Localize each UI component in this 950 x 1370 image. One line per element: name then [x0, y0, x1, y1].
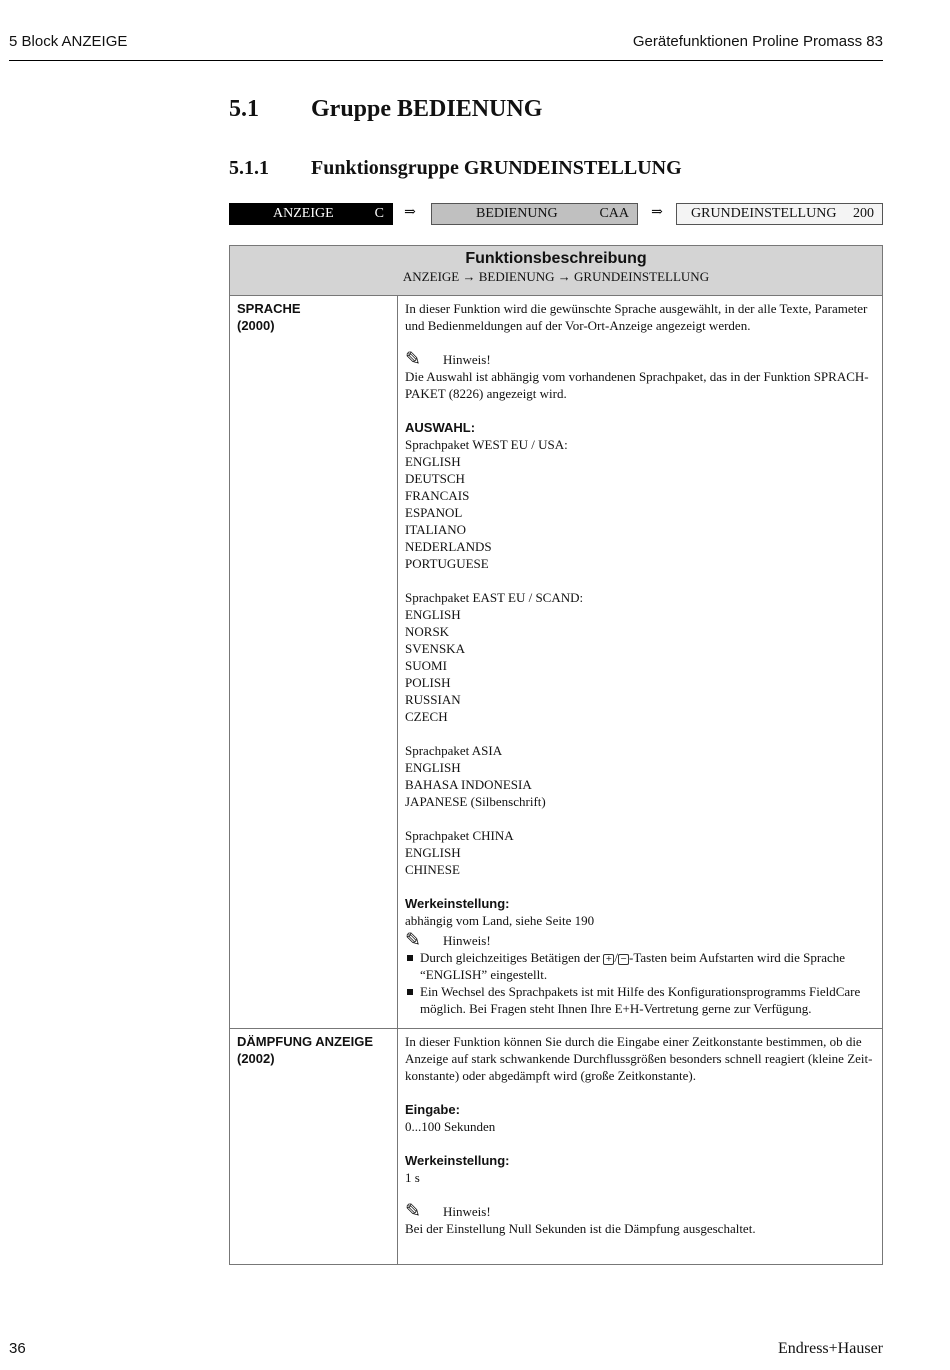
package-title: Sprachpaket ASIA	[405, 743, 503, 758]
list-item: SVENSKA	[405, 641, 465, 656]
default-value: 1 s	[405, 1170, 420, 1185]
row-divider	[230, 1028, 882, 1029]
section-heading	[229, 96, 542, 123]
bullet-text-start: Durch gleichzeitiges Betätigen der	[420, 950, 601, 965]
function-table	[229, 245, 883, 1265]
minus-key-icon: −	[618, 954, 629, 965]
list-item: Ein Wechsel des Sprachpakets ist mit Hilfe des Konfigurationsprogramms FieldCare möglich. Bei Fragen steht Ihnen Ihre E+H-Vertretung gerne zur Verfügung.	[405, 983, 880, 1017]
section-number: 5.1	[229, 96, 259, 122]
nav-label: BEDIENUNG	[476, 206, 558, 221]
default-label: Werkeinstellung:	[405, 896, 510, 911]
list-item: ESPANOL	[405, 505, 463, 520]
subsection-heading	[229, 157, 682, 180]
table-title: Funktionsbeschreibung	[465, 250, 647, 267]
page-header	[9, 30, 883, 61]
nav-box-anzeige	[229, 203, 393, 225]
list-item: ENGLISH	[405, 607, 461, 622]
list-item: ITALIANO	[405, 522, 467, 537]
input-label: Eingabe:	[405, 1102, 460, 1117]
function-description-sprache	[405, 300, 880, 1017]
function-code: (2000)	[237, 318, 275, 333]
subsection-number: 5.1.1	[229, 157, 269, 179]
pencil-icon: ✎	[405, 1201, 421, 1222]
list-item: JAPANESE (Silbenschrift)	[405, 794, 546, 809]
nav-code: CAA	[599, 206, 629, 221]
list-item: PORTUGUESE	[405, 556, 489, 571]
brand-name: Endress+Hauser	[778, 1340, 883, 1357]
package-title: Sprachpaket EAST EU / SCAND:	[405, 590, 584, 605]
list-item: ENGLISH	[405, 760, 461, 775]
package-title: Sprachpaket CHINA	[405, 828, 514, 843]
header-chapter: 5 Block ANZEIGE	[9, 33, 128, 50]
description-intro: In dieser Funktion wird die gewünschte Sprache ausgewählt, in der alle Texte, Parameter und Bedienmeldungen auf der Vor-Ort-Anzeige angezeigt werden.	[405, 301, 868, 333]
list-item: CZECH	[405, 709, 448, 724]
column-divider	[397, 295, 398, 1264]
note-text: Bei der Einstellung Null Sekunden ist die Dämpfung ausgeschaltet.	[405, 1221, 756, 1236]
nav-arrow-icon: ⇒	[651, 205, 663, 220]
list-item: NORSK	[405, 624, 450, 639]
list-item: RUSSIAN	[405, 692, 461, 707]
list-item: SUOMI	[405, 658, 447, 673]
list-item: NEDERLANDS	[405, 539, 492, 554]
nav-label: GRUNDEINSTELLUNG	[691, 206, 837, 221]
language-package	[405, 436, 880, 572]
list-item: FRANCAIS	[405, 488, 470, 503]
subsection-title: Funktionsgruppe GRUNDEINSTELLUNG	[311, 157, 682, 179]
function-name: SPRACHE	[237, 301, 301, 316]
language-package	[405, 742, 880, 810]
note-label: Hinweis!	[443, 933, 491, 948]
nav-code: C	[374, 206, 384, 221]
section-title: Gruppe BEDIENUNG	[311, 96, 543, 122]
list-item	[405, 949, 880, 983]
note-heading	[405, 932, 880, 949]
function-name-sprache	[237, 300, 301, 334]
pencil-icon: ✎	[405, 930, 421, 951]
default-label: Werkeinstellung:	[405, 1153, 510, 1168]
selection-label: AUSWAHL:	[405, 420, 476, 435]
bullet-text-end: -Tasten beim Aufstarten wird die Sprache “ENGLISH” eingestellt.	[420, 950, 846, 982]
function-name: DÄMPFUNG ANZEIGE	[237, 1034, 374, 1049]
function-description-daempfung	[405, 1033, 880, 1237]
plus-key-icon: +	[603, 954, 614, 965]
list-item: ENGLISH	[405, 845, 461, 860]
nav-code: 200	[853, 206, 874, 221]
nav-box-grundeinstellung	[676, 203, 883, 225]
pencil-icon: ✎	[405, 349, 421, 370]
nav-label: ANZEIGE	[273, 206, 334, 221]
nav-arrow-icon: ⇒	[404, 205, 416, 220]
note-text: Die Auswahl ist abhängig vom vorhandenen Sprachpaket, das in der Funktion SPRACH-PAKET (8226) angezeigt wird.	[405, 369, 869, 401]
list-item: BAHASA INDONESIA	[405, 777, 532, 792]
default-value: abhängig vom Land, siehe Seite 190	[405, 913, 595, 928]
language-package	[405, 827, 880, 878]
note-heading	[405, 351, 880, 368]
note-label: Hinweis!	[443, 352, 491, 367]
description-intro: In dieser Funktion können Sie durch die Eingabe einer Zeitkonstante bestimmen, ob die Anzeige auf stark schwankende Durchflussgrößen besonders schnell reagiert (kleine Zeit-konstante) oder abgedämpft wird (große Zeitkonstante).	[405, 1034, 873, 1083]
note-heading	[405, 1203, 880, 1220]
list-item: CHINESE	[405, 862, 460, 877]
table-header	[230, 246, 882, 296]
list-item: ENGLISH	[405, 454, 461, 469]
function-name-daempfung	[237, 1033, 373, 1067]
nav-box-bedienung	[431, 203, 638, 225]
note-bullet-list	[405, 949, 880, 1017]
package-title: Sprachpaket WEST EU / USA:	[405, 437, 568, 452]
list-item: POLISH	[405, 675, 451, 690]
function-code: (2002)	[237, 1051, 275, 1066]
input-value: 0...100 Sekunden	[405, 1119, 496, 1134]
header-document-title: Gerätefunktionen Proline Promass 83	[632, 33, 883, 50]
language-package	[405, 589, 880, 725]
list-item: DEUTSCH	[405, 471, 465, 486]
note-label: Hinweis!	[443, 1204, 491, 1219]
key-separator: /	[614, 950, 618, 965]
table-path: ANZEIGE → BEDIENUNG → GRUNDEINSTELLUNG	[402, 269, 710, 284]
page-number: 36	[9, 1340, 26, 1357]
